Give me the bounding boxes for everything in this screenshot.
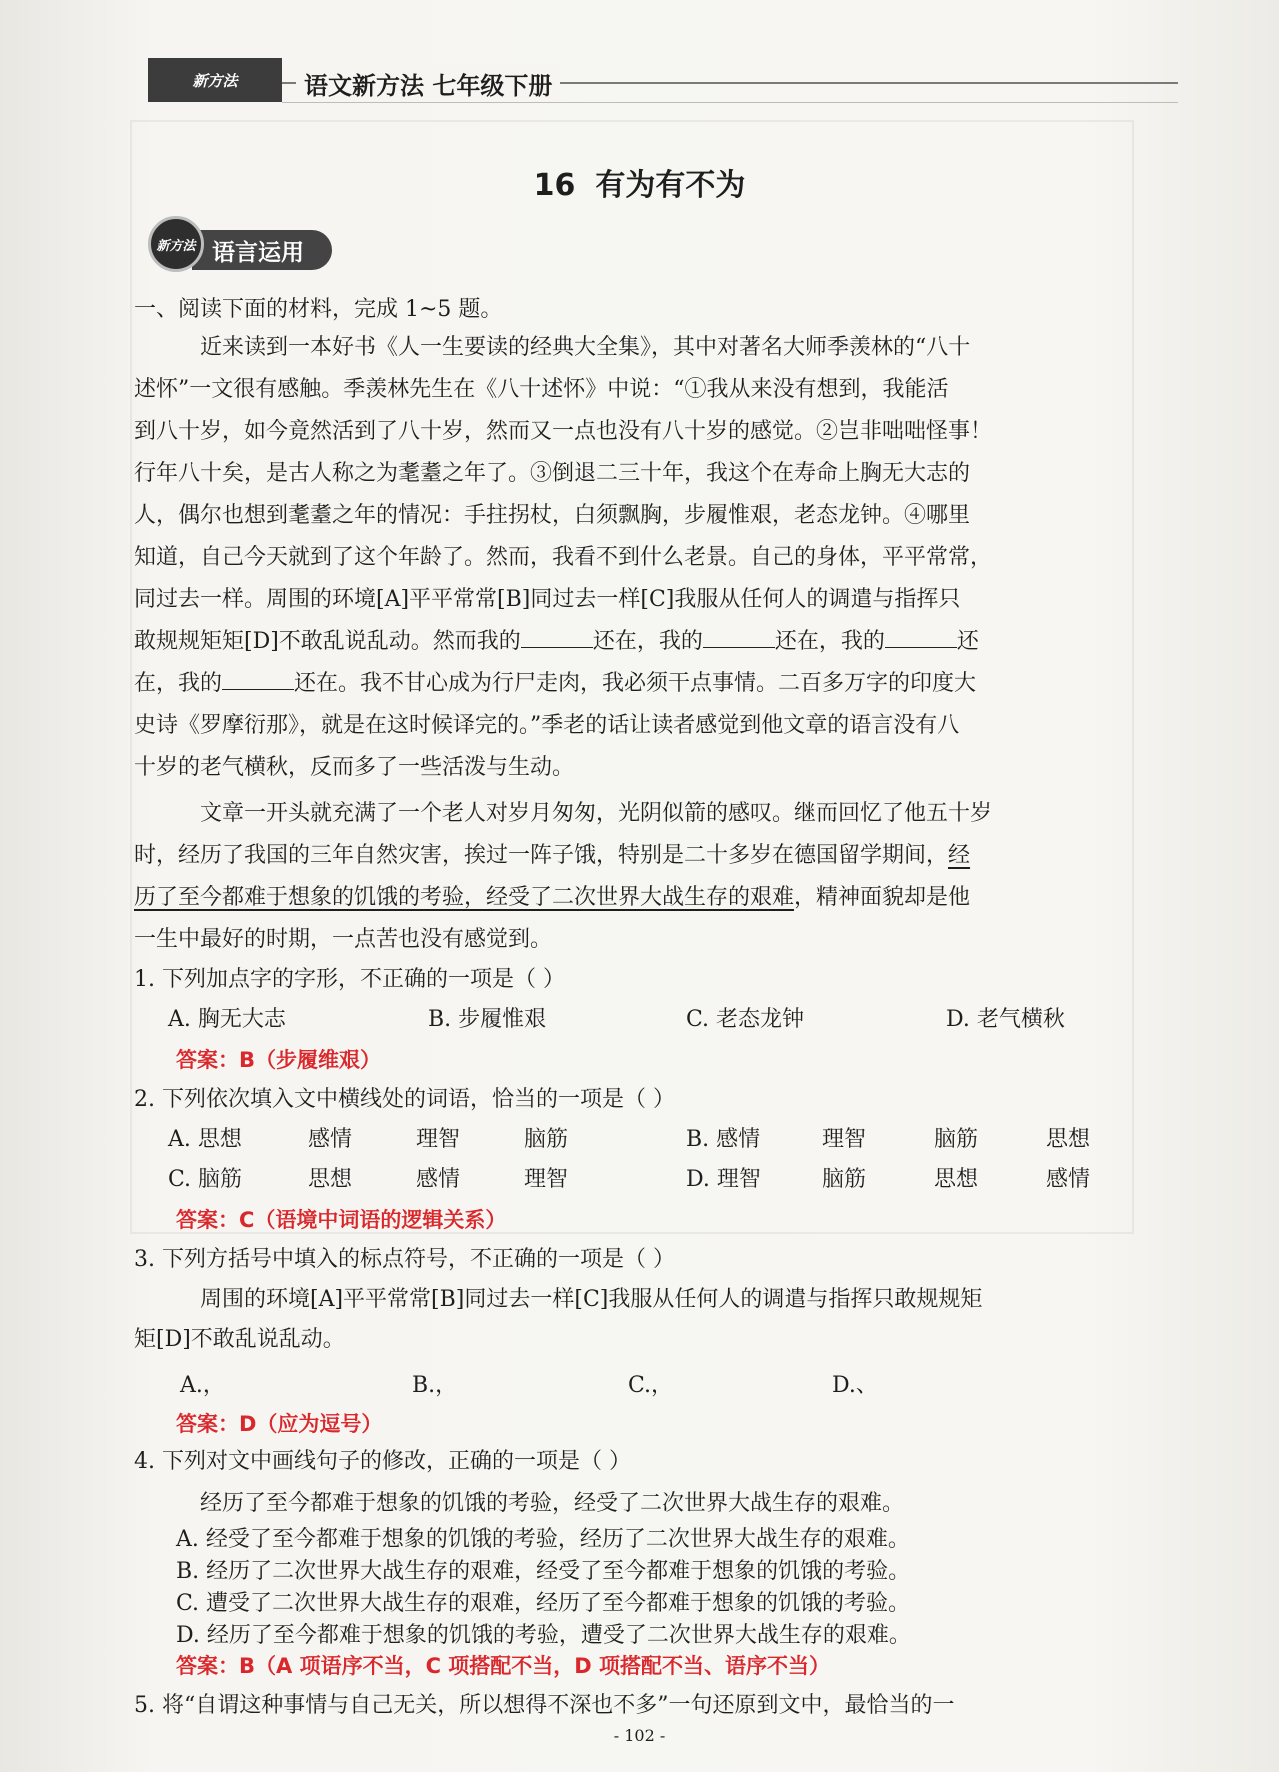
q2-option-a-word: 脑筋 <box>524 1127 569 1152</box>
q4-option-c: C. 遭受了二次世界大战生存的艰难，经历了至今都难于想象的饥饿的考验。 <box>176 1591 911 1616</box>
q1-option-d: D. 老气横秋 <box>946 1007 1065 1032</box>
q2-option-c-word: 思想 <box>308 1167 353 1192</box>
para1-text: 还在，我的 <box>774 629 885 654</box>
q2-option-d-word: 思想 <box>934 1167 979 1192</box>
page-header <box>148 58 1178 106</box>
q3-option-d: D.、 <box>832 1373 878 1398</box>
para1-line: 近来读到一本好书《人一生要读的经典大全集》，其中对著名大师季羡林的“八十 <box>200 335 971 360</box>
para2-line <box>134 838 970 869</box>
q2-stem: 2. 下列依次填入文中横线处的词语，恰当的一项是（ ） <box>134 1087 675 1112</box>
q3-option-b: B.， <box>412 1373 458 1398</box>
question-intro: 一、阅读下面的材料，完成 1~5 题。 <box>134 297 503 322</box>
lesson-name: 有为有不为 <box>595 168 746 203</box>
q2-option-b-word: 理智 <box>822 1127 867 1152</box>
q4-quote: 经历了至今都难于想象的饥饿的考验，经受了二次世界大战生存的艰难。 <box>200 1491 905 1516</box>
para1-line-with-blanks <box>134 624 979 655</box>
lesson-title <box>0 160 1279 204</box>
q3-option-c: C.， <box>628 1373 674 1398</box>
q2-option-d: D. 理智 <box>686 1167 761 1192</box>
fill-blank <box>703 627 775 648</box>
para1-text: 还 <box>956 629 979 654</box>
series-logo <box>148 58 282 102</box>
q2-option-b-word: 脑筋 <box>934 1127 979 1152</box>
q1-option-b: B. 步履惟艰 <box>428 1007 547 1032</box>
q2-option-a: A. 思想 <box>168 1127 242 1152</box>
section-label: 语言运用 <box>192 230 332 270</box>
q2-option-b: B. 感情 <box>686 1127 761 1152</box>
para1-line: 述怀”一文很有感触。季羡林先生在《八十述怀》中说：“①我从来没有想到，我能活 <box>134 377 949 402</box>
book-title: 语文新方法 七年级下册 <box>296 66 560 101</box>
page-number: - 102 - <box>613 1726 666 1745</box>
para1-text: 还在。我不甘心成为行尸走肉，我必须干点事情。二百多万字的印度大 <box>294 671 977 696</box>
q4-option-a: A. 经受了至今都难于想象的饥饿的考验，经历了二次世界大战生存的艰难。 <box>176 1527 910 1552</box>
para1-line: 人，偶尔也想到耄耋之年的情况：手拄拐杖，白须飘胸，步履惟艰，老态龙钟。④哪里 <box>134 503 971 528</box>
para1-line: 十岁的老气横秋，反而多了一些活泼与生动。 <box>134 755 575 780</box>
fill-blank <box>885 627 957 648</box>
para1-line-with-blank <box>134 666 976 697</box>
q4-option-b: B. 经历了二次世界大战生存的艰难，经受了至今都难于想象的饥饿的考验。 <box>176 1559 911 1584</box>
para2-line <box>134 880 970 911</box>
para1-line: 史诗《罗摩衍那》，就是在这时候译完的。”季老的话让读者感觉到他文章的语言没有八 <box>134 713 960 738</box>
q2-option-c-word: 理智 <box>524 1167 569 1192</box>
para2-line: 文章一开头就充满了一个老人对岁月匆匆，光阴似箭的感叹。继而回忆了他五十岁 <box>200 801 993 826</box>
lesson-number: 16 <box>533 168 576 203</box>
para1-line: 知道，自己今天就到了这个年龄了。然而，我看不到什么老景。自己的身体，平平常常， <box>134 545 993 570</box>
para1-text: 还在，我的 <box>592 629 703 654</box>
q5-stem: 5. 将“自谓这种事情与自己无关，所以想得不深也不多”一句还原到文中，最恰当的一 <box>134 1693 955 1718</box>
q4-answer: 答案：B（A 项语序不当，C 项搭配不当，D 项搭配不当、语序不当） <box>176 1654 831 1678</box>
q1-answer: 答案：B（步履维艰） <box>176 1048 382 1072</box>
series-logo-text: 新方法 <box>192 71 238 90</box>
q3-option-a: A.， <box>180 1373 225 1398</box>
q2-option-c: C. 脑筋 <box>168 1167 243 1192</box>
q2-option-a-word: 感情 <box>308 1127 353 1152</box>
para2-text: 时，经历了我国的三年自然灾害，挨过一阵子饿，特别是二十多岁在德国留学期间， <box>134 843 949 868</box>
q1-option-a: A. 胸无大志 <box>168 1007 286 1032</box>
q3-text: 矩[D]不敢乱说乱动。 <box>134 1327 345 1352</box>
para1-line: 同过去一样。周围的环境[A]平平常常[B]同过去一样[C]我服从任何人的调遣与指挥只 <box>134 587 961 612</box>
para1-line: 行年八十矣，是古人称之为耄耋之年了。③倒退二三十年，我这个在寿命上胸无大志的 <box>134 461 971 486</box>
q2-option-c-word: 感情 <box>416 1167 461 1192</box>
q1-stem: 1. 下列加点字的字形，不正确的一项是（ ） <box>134 967 565 992</box>
q2-option-d-word: 感情 <box>1046 1167 1091 1192</box>
q4-stem: 4. 下列对文中画线句子的修改，正确的一项是（ ） <box>134 1449 631 1474</box>
fill-blank <box>222 669 294 690</box>
q3-stem: 3. 下列方括号中填入的标点符号，不正确的一项是（ ） <box>134 1247 675 1272</box>
para1-text: 敢规规矩矩[D]不敢乱说乱动。然而我的 <box>134 629 521 654</box>
para2-text: ，精神面貌却是他 <box>794 885 971 910</box>
q3-text: 周围的环境[A]平平常常[B]同过去一样[C]我服从任何人的调遣与指挥只敢规规矩 <box>200 1287 983 1312</box>
underlined-sentence-start: 经 <box>948 843 971 868</box>
fill-blank <box>521 627 593 648</box>
underlined-sentence: 历了至今都难于想象的饥饿的考验，经受了二次世界大战生存的艰难 <box>134 885 795 910</box>
q4-option-d: D. 经历了至今都难于想象的饥饿的考验，遭受了二次世界大战生存的艰难。 <box>176 1623 911 1648</box>
q2-option-b-word: 思想 <box>1046 1127 1091 1152</box>
q2-answer: 答案：C（语境中词语的逻辑关系） <box>176 1208 507 1232</box>
q2-option-a-word: 理智 <box>416 1127 461 1152</box>
q3-answer: 答案：D（应为逗号） <box>176 1412 383 1436</box>
q1-option-c: C. 老态龙钟 <box>686 1007 805 1032</box>
q2-option-d-word: 脑筋 <box>822 1167 867 1192</box>
para2-line: 一生中最好的时期，一点苦也没有感觉到。 <box>134 927 553 952</box>
section-badge <box>148 216 348 276</box>
para1-line: 到八十岁，如今竟然活到了八十岁，然而又一点也没有八十岁的感觉。②岂非咄咄怪事！ <box>134 419 993 444</box>
para1-text: 在，我的 <box>134 671 223 696</box>
section-logo-icon: 新方法 <box>148 216 204 272</box>
header-rule-bottom <box>282 102 1178 103</box>
